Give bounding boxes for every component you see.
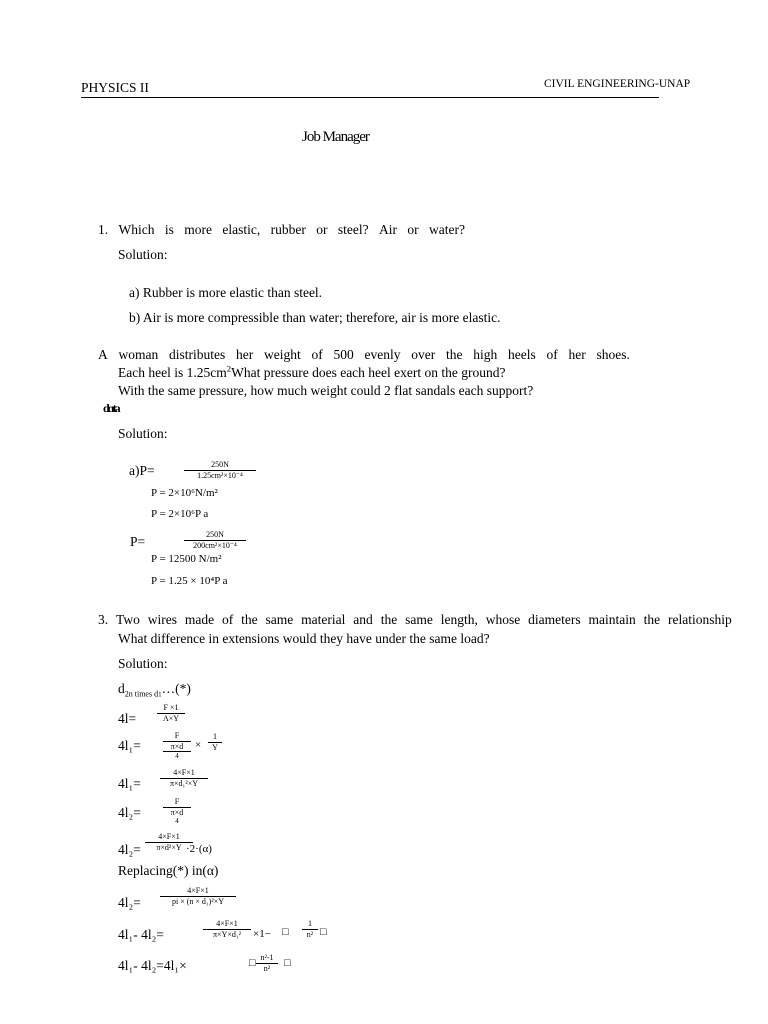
q3-eq2-label: 4l₁= <box>118 738 141 753</box>
q3-line1: 3. Two wires made of the same material and the same length, whose diameters maintain the relationship <box>98 612 732 627</box>
header-rule <box>81 97 659 98</box>
q3-eq7-fraction-2: $\frac{1}{\text{n²}}$ <box>302 920 318 939</box>
q3-line2: What difference in extensions would they have under the same load? <box>118 631 490 646</box>
q3-solution-label: Solution: <box>118 656 168 671</box>
q3-eq7-mid: ×1− <box>253 928 271 940</box>
q3-eq5-label: 4l₂= <box>118 842 141 857</box>
q3-eq3-label: 4l₁= <box>118 776 141 791</box>
q3-eq1-fraction: $\frac{F \times 1}{A\times Y}$ <box>157 704 185 723</box>
q3-eq8-fraction: $\frac{\text{n²-1}}{\text{n²}}$ <box>256 954 278 973</box>
q3-eq2-fraction-2: $\frac{1}{Y}$ <box>208 733 222 752</box>
q1-answer-a: a) Rubber is more elastic than steel. <box>129 285 323 300</box>
q2-line2: Each heel is $1.25cm^2What$ pressure does each heel exert on the ground? <box>118 363 506 380</box>
q1-solution-label: Solution: <box>118 247 168 262</box>
q3-eq7-label: 4l₁- 4l₂= <box>118 927 164 942</box>
q2-a-label: a)P= <box>129 463 155 478</box>
q3-eq5-fraction: $\frac{4\times F\times 1}{\text{π×d²×Y}}$ <box>145 833 193 852</box>
q2-result-2: P = 2×10⁶P a <box>151 508 209 520</box>
q3-eq7-box-2: □ <box>320 926 327 938</box>
q2-result-3: P = 12500 N/m² <box>151 553 222 565</box>
q3-eq6-label: 4l₂= <box>118 895 141 910</box>
q3-eq2-fraction: F π×d 4 <box>163 732 191 760</box>
q2-fraction-2: $\frac{250N}{\text{200cm²×10⁻⁴}}$ <box>184 531 246 550</box>
q2-garbled-text: dɑta <box>103 401 119 415</box>
q3-eq2-times: × <box>195 739 202 751</box>
q3-replacing: Replacing(*) in(α) <box>118 863 219 878</box>
page-title: Job Manager <box>302 129 369 145</box>
q3-eq5-tail: ·2·(α) <box>186 843 212 855</box>
q1-answer-b: b) Air is more compressible than water; therefore, air is more elastic. <box>129 310 501 325</box>
q3-eq7-fraction: $\frac{4\times F\times 1}{\text{π×Y×d₁²}}$ <box>203 920 251 939</box>
q2-solution-label: Solution: <box>118 426 168 441</box>
q3-eq6-fraction: $\frac{4\times F\times 1}{\text{pi × (n × d₁)²×Y}}$ <box>160 887 236 906</box>
q2-fraction-1: $\frac{250N}{\text{1.25cm²×10⁻⁴}}$ <box>184 461 256 480</box>
q2-result-4: P = 1.25 × 10⁴P a <box>151 575 228 587</box>
q3-eq7-box: □ <box>282 926 289 938</box>
q3-eq8-box-2: □ <box>284 957 291 969</box>
q2-line1: A woman distributes her weight of 500 evenly over the high heels of her shoes. <box>98 347 630 362</box>
header-left: PHYSICS II <box>81 80 149 95</box>
q1-question: 1. Which is more elastic, rubber or steel? Air or water? <box>98 222 465 237</box>
q2-result-1: P = 2×10⁶N/m² <box>151 487 218 499</box>
q3-d-relation: $d_{2n times d1}\dots(*)$ <box>118 681 191 699</box>
q3-eq4-fraction: F π×d 4 <box>163 798 191 825</box>
q3-eq8-box: □ <box>249 957 256 969</box>
q3-eq3-fraction: $\frac{4\times F\times 1}{\text{π×d₁²×Y}}$ <box>160 769 208 788</box>
q3-eq8-label: 4l₁- 4l₂=4l₁× <box>118 958 187 973</box>
header-right: CIVIL ENGINEERING-UNAP <box>544 78 691 90</box>
q2-line3: With the same pressure, how much weight could 2 flat sandals each support? <box>118 383 534 398</box>
q3-eq4-label: 4l₂= <box>118 805 141 820</box>
q2-p-label: P= <box>130 534 146 549</box>
q3-eq1-label: 4l= <box>118 711 137 726</box>
